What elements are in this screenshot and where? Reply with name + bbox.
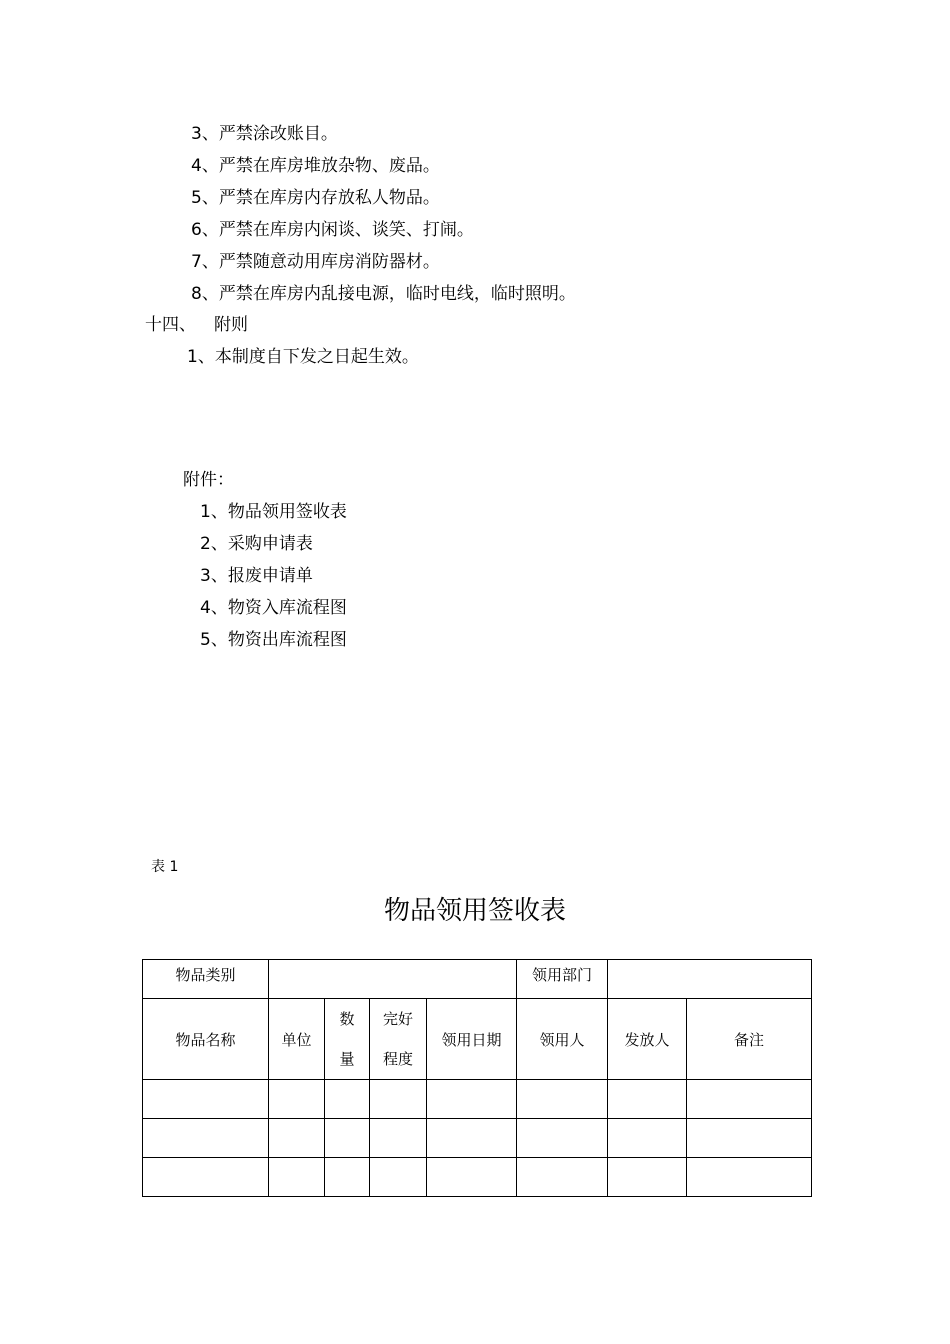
table-label: 表 1	[151, 859, 179, 875]
table-cell[interactable]	[517, 1119, 608, 1158]
department-field[interactable]	[608, 960, 812, 999]
table-row	[143, 1158, 812, 1197]
table-cell[interactable]	[608, 1080, 687, 1119]
table-cell[interactable]	[427, 1080, 517, 1119]
header-quantity-line2: 量	[339, 1050, 355, 1068]
attachment-item: 5、物资出库流程图	[200, 630, 347, 650]
table-cell[interactable]	[687, 1158, 812, 1197]
table-cell[interactable]	[325, 1119, 370, 1158]
table-cell[interactable]	[269, 1158, 325, 1197]
header-condition-line2: 程度	[382, 1050, 413, 1068]
section-number: 十四、	[145, 315, 196, 335]
rule-item: 4、严禁在库房堆放杂物、废品。	[191, 156, 440, 176]
attachment-item: 3、报废申请单	[200, 566, 313, 586]
table-cell[interactable]	[143, 1119, 269, 1158]
header-quantity-line1: 数	[339, 1010, 355, 1028]
rule-item: 3、严禁涂改账目。	[191, 124, 338, 144]
attachments-heading: 附件：	[183, 470, 234, 490]
table-cell[interactable]	[427, 1158, 517, 1197]
attachment-item: 1、物品领用签收表	[200, 502, 347, 522]
table-cell[interactable]	[370, 1158, 427, 1197]
table-cell[interactable]	[608, 1158, 687, 1197]
table-cell[interactable]	[143, 1080, 269, 1119]
header-unit: 单位	[269, 999, 325, 1080]
attachment-item: 2、采购申请表	[200, 534, 313, 554]
table-cell[interactable]	[269, 1119, 325, 1158]
table-cell[interactable]	[517, 1080, 608, 1119]
rule-item: 5、严禁在库房内存放私人物品。	[191, 188, 440, 208]
table-cell[interactable]	[687, 1119, 812, 1158]
category-field[interactable]	[269, 960, 517, 999]
header-condition-line1: 完好	[382, 1010, 413, 1028]
table-row	[143, 960, 812, 999]
section-item: 1、本制度自下发之日起生效。	[187, 347, 419, 367]
sign-off-form-table	[142, 959, 812, 1197]
table-cell[interactable]	[143, 1158, 269, 1197]
header-receiver: 领用人	[517, 999, 608, 1080]
header-issuer: 发放人	[608, 999, 687, 1080]
header-item-name: 物品名称	[143, 999, 269, 1080]
header-quantity	[325, 999, 370, 1080]
table-header-row	[143, 999, 812, 1080]
header-date: 领用日期	[427, 999, 517, 1080]
rule-item: 8、严禁在库房内乱接电源，临时电线，临时照明。	[191, 284, 576, 304]
table-cell[interactable]	[370, 1080, 427, 1119]
table-cell[interactable]	[370, 1119, 427, 1158]
table-cell[interactable]	[427, 1119, 517, 1158]
table-cell[interactable]	[608, 1119, 687, 1158]
attachment-item: 4、物资入库流程图	[200, 598, 347, 618]
header-remark: 备注	[687, 999, 812, 1080]
header-condition	[370, 999, 427, 1080]
department-label: 领用部门	[517, 960, 608, 999]
table-cell[interactable]	[325, 1080, 370, 1119]
table-row	[143, 1080, 812, 1119]
table-title: 物品领用签收表	[383, 896, 566, 926]
rule-item: 6、严禁在库房内闲谈、谈笑、打闹。	[191, 220, 474, 240]
rule-item: 7、严禁随意动用库房消防器材。	[191, 252, 440, 272]
category-label: 物品类别	[143, 960, 269, 999]
section-heading	[145, 314, 248, 336]
table-cell[interactable]	[687, 1080, 812, 1119]
table-cell[interactable]	[517, 1158, 608, 1197]
table-cell[interactable]	[269, 1080, 325, 1119]
section-title: 附则	[214, 315, 248, 335]
table-cell[interactable]	[325, 1158, 370, 1197]
table-row	[143, 1119, 812, 1158]
